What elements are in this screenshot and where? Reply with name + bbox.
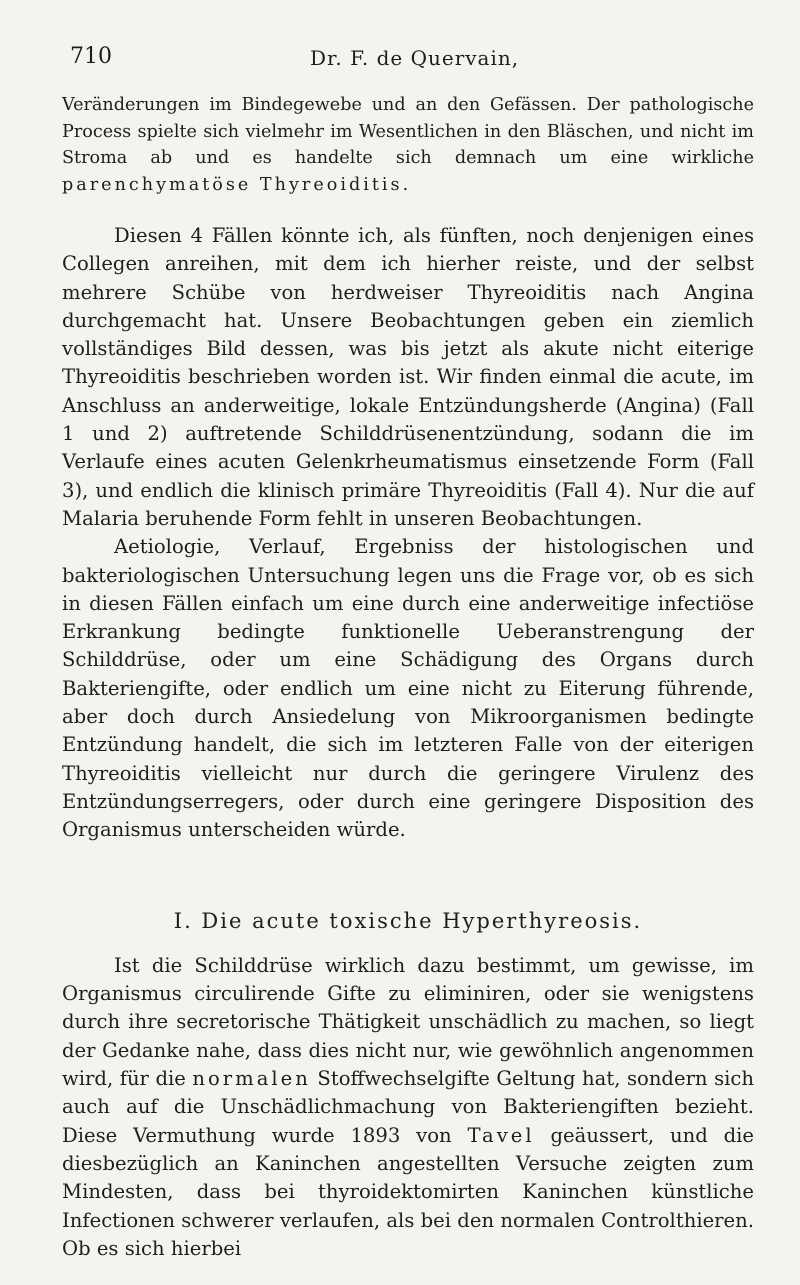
text-run: Stoffwechselgifte Geltung hat, sondern sich auch auf die Unschädlichmachung von Bakteriengiften bezieht. Diese Vermuthung wurde 1893 von (62, 1067, 754, 1147)
running-head: Dr. F. de Quervain, (310, 46, 520, 70)
section-heading: I. Die acute toxische Hyperthyreosis. (173, 908, 643, 933)
page-header (70, 44, 755, 74)
paragraph-hyperthyreosis (62, 952, 754, 1263)
paragraph-continued (62, 92, 754, 198)
paragraph-aetiology: Aetiologie, Verlauf, Ergebniss der histologischen und bakteriologischen Untersuchung legen uns die Frage vor, ob es sich in diesen Fällen einfach um eine durch eine anderweitige infectiöse Erkrankung bedingte funktionelle Ueberanstrengung der Schilddrüse, oder um eine Schädigung des Organs durch Bakteriengifte, oder endlich um eine nicht zu Eiterung führende, aber doch durch Ansiedelung von Mikroorganismen bedingte Entzündung handelt, die sich im letzteren Falle von der eiterigen Thyreoiditis vielleicht nur durch die geringere Virulenz des Entzündungserregers, oder durch eine geringere Disposition des Organismus unterscheiden würde. (62, 535, 754, 842)
paragraph-cases-summary: Diesen 4 Fällen könnte ich, als fünften, noch denjenigen eines Collegen anreihen, mit dem ich hierher reiste, und der selbst mehrere Schübe von herdweiser Thyreoiditis nach Angina durchgemacht hat. Unsere Beobachtungen geben ein ziemlich vollständiges Bild dessen, was bis jetzt als akute nicht eiterige Thyreoiditis beschrieben worden ist. Wir finden einmal die acute, im Anschluss an anderweitige, lokale Entzündungsherde (Angina) (Fall 1 und 2) auftretende Schilddrüsenentzündung, sodann die im Verlaufe eines acuten Gelenkrheumatismus einsetzende Form (Fall 3), und endlich die klinisch primäre Thyreoiditis (Fall 4). Nur die auf Malaria beruhende Form fehlt in unseren Beobachtungen. (62, 224, 754, 530)
author-name: Tavel (467, 1123, 535, 1147)
spaced-term: parenchymatöse Thyreoiditis (62, 174, 403, 195)
text-run: Ist die Schilddrüse wirklich dazu bestimmt, um gewisse, im Organismus circulirende Gifte zu eliminiren, oder sie wenigstens durch ihre secretorische Thätigkeit unschädlich zu machen, so liegt der Gedanke nahe, dass dies nicht nur, wie gewöhnlich angenommen wird, für die (62, 953, 754, 1091)
text-run: Veränderungen im Bindegewebe und an den Gefässen. Der pathologische Process spielte sich vielmehr im Wesentlichen in den Bläschen, und nicht im Stroma ab und es handelte sich demnach um eine wirkliche (62, 95, 754, 168)
spaced-term: normalen (192, 1067, 311, 1091)
text-run: . (402, 174, 409, 195)
body-text (62, 92, 754, 1263)
text-run: geäussert, und die diesbezüglich an Kaninchen angestellten Versuche zeigten zum Mindesten, dass bei thyroidektomirten Kaninchen künstliche Infectionen schwerer verlaufen, als bei den normalen Controlthieren. Ob es sich hierbei (62, 1123, 754, 1260)
page-number: 710 (70, 44, 112, 69)
